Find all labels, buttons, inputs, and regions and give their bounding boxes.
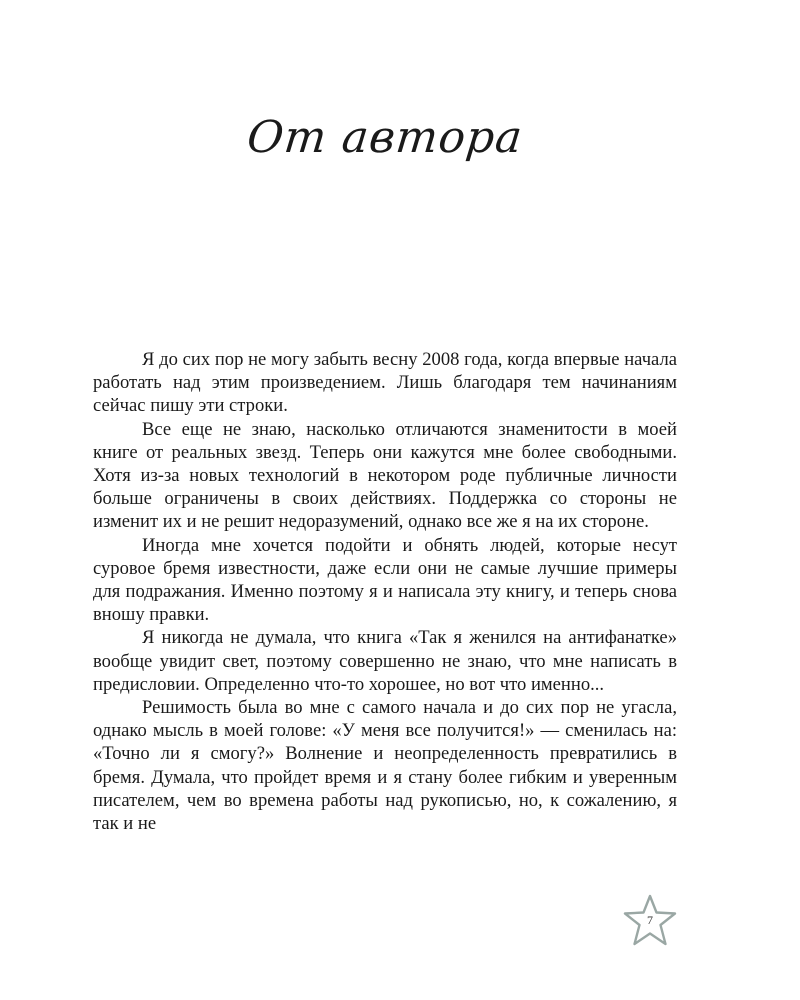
body-text (93, 348, 677, 835)
page-number: 7 (647, 913, 653, 927)
page-number-badge (621, 893, 679, 949)
chapter-title: От автора (244, 112, 526, 163)
paragraph-3: Иногда мне хочется подойти и обнять людей, которые несут суровое бремя известности, даже если они не самые лучшие примеры для подражания. Именно поэтому я и написала эту книгу, и теперь снова вношу правки. (93, 534, 677, 626)
paragraph-5: Решимость была во мне с самого начала и до сих пор не угасла, однако мысль в моей голове: «У меня все получится!» — сменилась на: «Точно ли я смогу?» Волнение и неопределенность превратились в бремя. Думала, что пройдет время и я стану более гибким и уверенным писателем, чем во времена работы над рукописью, но, к сожалению, я так и не (93, 697, 677, 835)
paragraph-1: Я до сих пор не могу забыть весну 2008 года, когда впервые начала работать над этим произведением. Лишь благодаря тем начинаниям сейчас пишу эти строки. (93, 349, 677, 417)
paragraph-4: Я никогда не думала, что книга «Так я женился на антифанатке» вообще увидит свет, поэтому совершенно не знаю, что мне написать в предисловии. Определенно что-то хорошее, но вот что именно... (93, 627, 677, 695)
paragraph-2: Все еще не знаю, насколько отличаются знаменитости в моей книге от реальных звезд. Теперь они кажутся мне более свободными. Хотя из-за новых технологий в некотором роде публичные личности больше ограничены в своих действиях. Поддержка со стороны не изменит их и не решит недоразумений, однако все же я на их стороне. (93, 418, 677, 533)
